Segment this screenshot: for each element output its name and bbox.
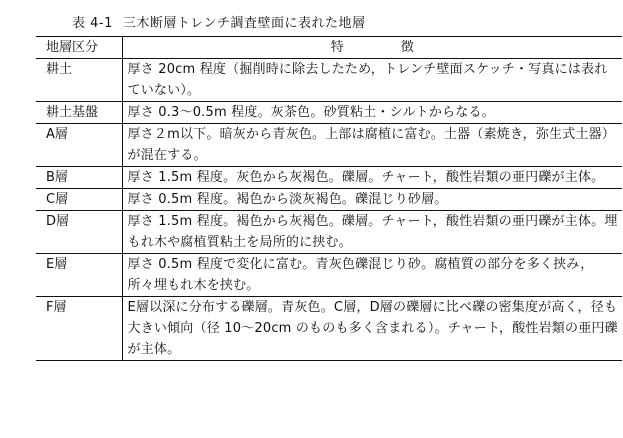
layer-name: D層	[36, 211, 122, 254]
layer-description: E層以深に分布する礫層。青灰色。C層，D層の礫層に比べ礫の密集度が高く，径も大きい傾向（径 10～20cm のものも多く含まれる）。チャート，酸性岩類の亜円礫が主体。	[122, 297, 622, 361]
layer-name: 耕土	[36, 59, 122, 102]
layer-name: F層	[36, 297, 122, 361]
layer-name: C層	[36, 189, 122, 211]
header-feature: 特 徴	[122, 37, 622, 59]
layer-description: 厚さ 1.5m 程度。褐色から灰褐色。礫層。チャート，酸性岩類の亜円礫が主体。埋もれ木や腐植質粘土を局所的に挟む。	[122, 211, 622, 254]
layer-description: 厚さ２m以下。暗灰から青灰色。上部は腐植に富む。土器（素焼き，弥生式土器）が混在する。	[122, 124, 622, 167]
layer-name: 耕土基盤	[36, 102, 122, 124]
table-caption	[72, 12, 366, 31]
layer-description: 厚さ 0.3～0.5m 程度。灰茶色。砂質粘土・シルトからなる。	[122, 102, 622, 124]
layer-description: 厚さ 0.5m 程度で変化に富む。青灰色礫混じり砂。腐植質の部分を多く挟み，所々埋もれ木を挟む。	[122, 254, 622, 297]
layer-description: 厚さ 20cm 程度（掘削時に除去したため，トレンチ壁面スケッチ・写真には表れていない）。	[122, 59, 622, 102]
table-row	[36, 124, 622, 167]
table-row	[36, 102, 622, 124]
table-row	[36, 254, 622, 297]
strata-table	[36, 36, 622, 361]
table-row	[36, 189, 622, 211]
layer-name: A層	[36, 124, 122, 167]
layer-name: E層	[36, 254, 122, 297]
table-row	[36, 167, 622, 189]
layer-name: B層	[36, 167, 122, 189]
table-row	[36, 211, 622, 254]
table-header-row	[36, 37, 622, 59]
table-row	[36, 297, 622, 361]
table-title: 三木断層トレンチ調査壁面に表れた地層	[122, 16, 366, 31]
layer-description: 厚さ 0.5m 程度。褐色から淡灰褐色。礫混じり砂層。	[122, 189, 622, 211]
layer-description: 厚さ 1.5m 程度。灰色から灰褐色。礫層。チャート，酸性岩類の亜円礫が主体。	[122, 167, 622, 189]
table-number: 表 4-1	[72, 16, 113, 31]
table-row	[36, 59, 622, 102]
header-layer: 地層区分	[36, 37, 122, 59]
